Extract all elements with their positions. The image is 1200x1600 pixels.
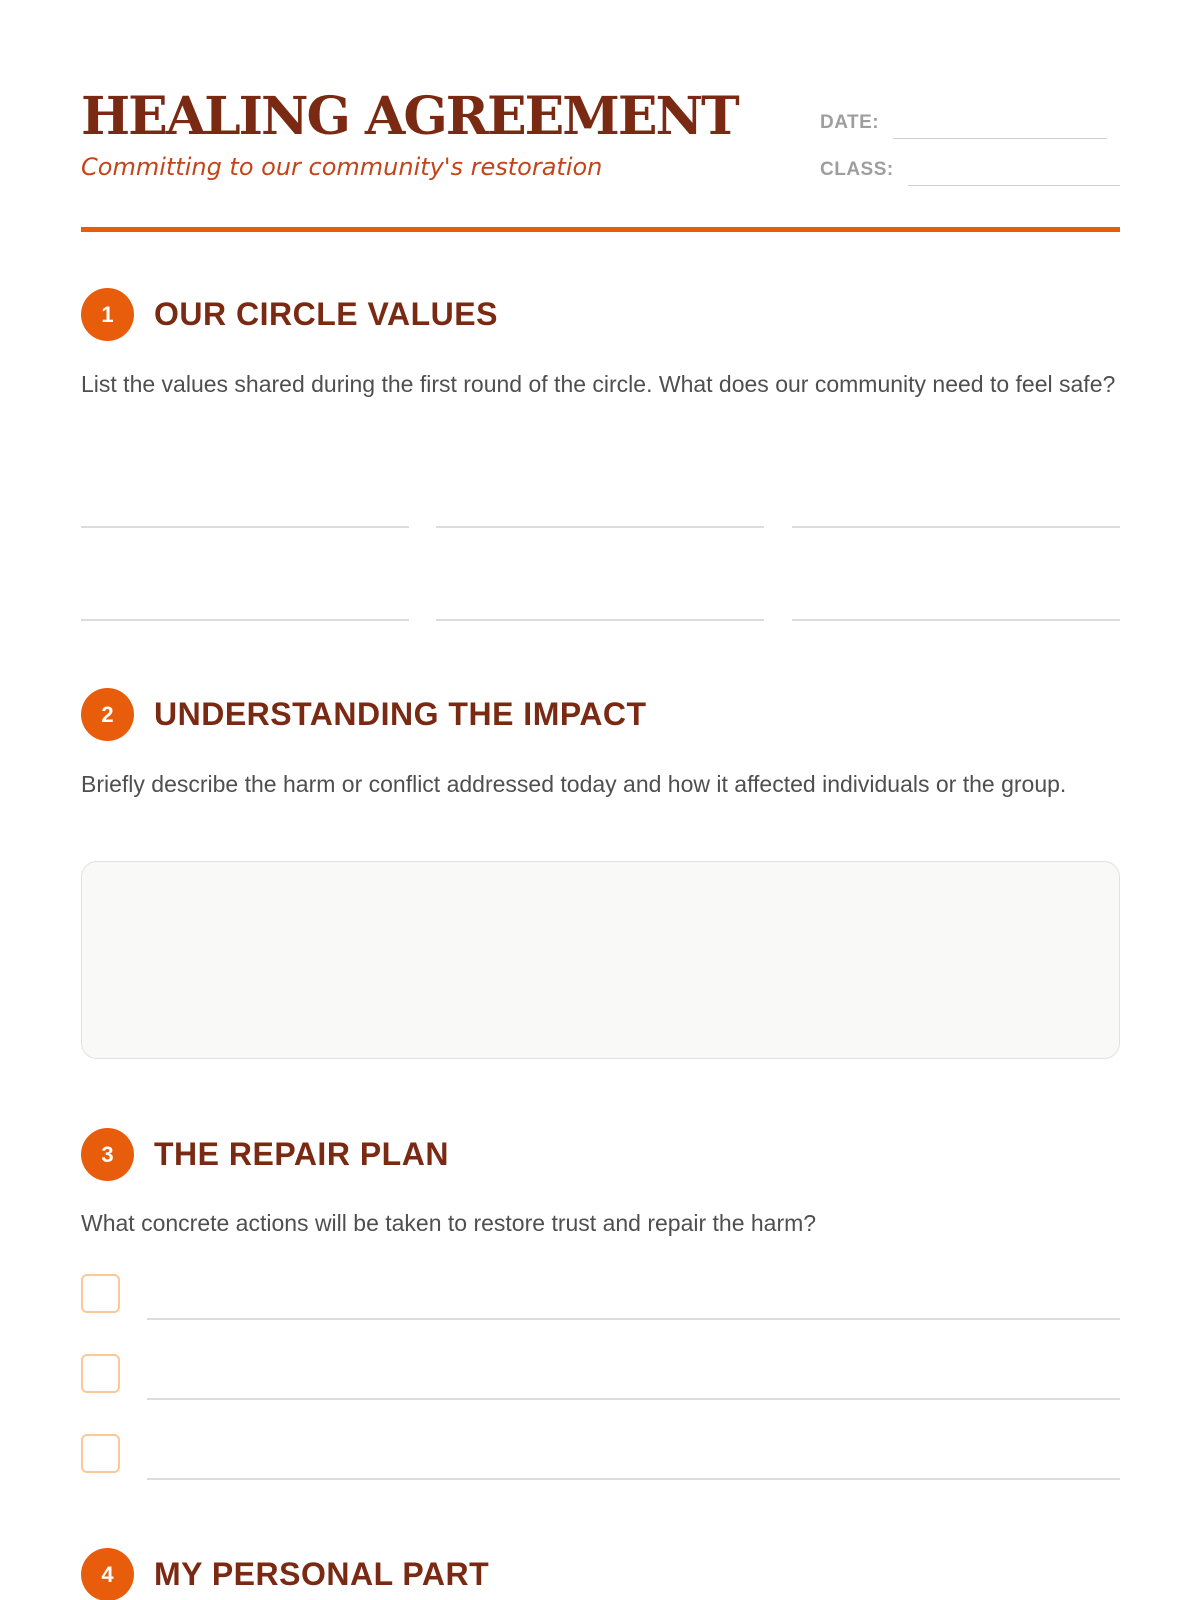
page-title: HEALING AGREEMENT xyxy=(81,86,738,147)
section-1-title: OUR CIRCLE VALUES xyxy=(154,296,498,332)
header xyxy=(81,86,1120,181)
repair-action-field-1[interactable] xyxy=(147,1318,1120,1320)
value-field-1[interactable] xyxy=(81,526,409,528)
date-label: DATE: xyxy=(820,112,880,133)
value-field-6[interactable] xyxy=(792,619,1120,621)
value-field-5[interactable] xyxy=(436,619,764,621)
class-field[interactable] xyxy=(908,185,1120,186)
section-2-prompt: Briefly describe the harm or conflict addressed today and how it affected individuals or the group. xyxy=(81,771,1067,797)
section-3-title: THE REPAIR PLAN xyxy=(154,1136,449,1172)
section-1-number-badge: 1 xyxy=(81,288,134,341)
header-divider xyxy=(81,227,1120,232)
section-2-title: UNDERSTANDING THE IMPACT xyxy=(154,696,647,732)
value-field-4[interactable] xyxy=(81,619,409,621)
repair-action-field-3[interactable] xyxy=(147,1478,1120,1480)
section-3-number-badge: 3 xyxy=(81,1128,134,1181)
repair-action-field-2[interactable] xyxy=(147,1398,1120,1400)
section-4-number-badge: 4 xyxy=(81,1548,134,1600)
section-2-number-badge: 2 xyxy=(81,688,134,741)
impact-description-textarea[interactable] xyxy=(81,861,1120,1059)
value-field-2[interactable] xyxy=(436,526,764,528)
section-4-title: MY PERSONAL PART xyxy=(154,1556,490,1592)
worksheet-page xyxy=(81,0,1120,1600)
date-field[interactable] xyxy=(893,138,1107,139)
class-label: CLASS: xyxy=(820,159,894,180)
section-3-prompt: What concrete actions will be taken to restore trust and repair the harm? xyxy=(81,1210,817,1236)
value-field-3[interactable] xyxy=(792,526,1120,528)
repair-action-checkbox-1[interactable] xyxy=(81,1274,120,1313)
section-1-prompt: List the values shared during the first round of the circle. What does our community need to feel safe? xyxy=(81,371,1116,397)
page-subtitle: Committing to our community's restoration xyxy=(81,153,603,181)
repair-action-checkbox-3[interactable] xyxy=(81,1434,120,1473)
repair-action-checkbox-2[interactable] xyxy=(81,1354,120,1393)
